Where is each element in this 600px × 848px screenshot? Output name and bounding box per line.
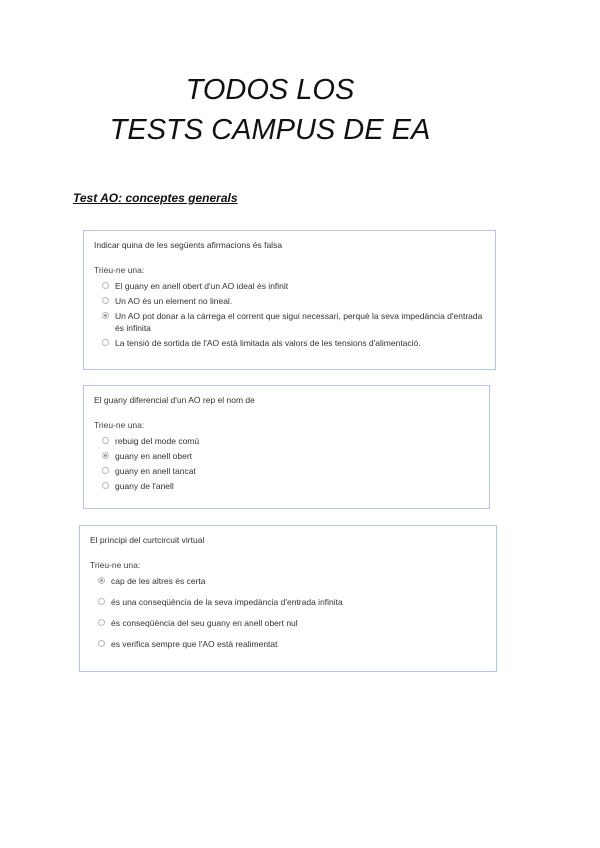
option-label: és una conseqüència de la seva impedància d'entrada infinita bbox=[111, 597, 343, 607]
question-text: Indicar quina de les següents afirmacions és falsa bbox=[94, 240, 283, 250]
option-label: rebuig del mode comú bbox=[115, 436, 200, 446]
radio-button[interactable] bbox=[102, 282, 109, 289]
option-label: El guany en anell obert d'un AO ideal és infinit bbox=[115, 281, 289, 291]
radio-button[interactable] bbox=[102, 437, 109, 444]
answer-option[interactable] bbox=[90, 638, 486, 650]
option-label: guany de l'anell bbox=[115, 481, 174, 491]
question-box-1 bbox=[83, 230, 496, 370]
question-text: El principi del curtcircuit virtual bbox=[90, 535, 205, 545]
question-text: El guany diferencial d'un AO rep el nom de bbox=[94, 395, 255, 405]
radio-button[interactable] bbox=[98, 640, 105, 647]
choose-prompt: Trieu-ne una: bbox=[94, 420, 145, 430]
answer-option[interactable] bbox=[94, 337, 485, 349]
answer-option[interactable] bbox=[94, 465, 479, 477]
radio-button-selected[interactable] bbox=[98, 577, 105, 584]
option-label: guany en anell obert bbox=[115, 451, 193, 461]
answer-option[interactable] bbox=[94, 310, 485, 334]
answer-option[interactable] bbox=[94, 295, 485, 307]
radio-button[interactable] bbox=[98, 619, 105, 626]
question-box-3 bbox=[79, 525, 497, 672]
radio-button[interactable] bbox=[102, 482, 109, 489]
option-label: cap de les altres és certa bbox=[111, 576, 206, 586]
radio-button[interactable] bbox=[102, 339, 109, 346]
section-heading: Test AO: conceptes generals bbox=[73, 191, 238, 205]
answer-option[interactable] bbox=[94, 450, 479, 462]
answer-option[interactable] bbox=[90, 596, 486, 608]
radio-button[interactable] bbox=[102, 297, 109, 304]
title-line-1: TODOS LOS bbox=[185, 74, 355, 106]
document-title bbox=[0, 70, 540, 150]
title-line-2: TESTS CAMPUS DE EA bbox=[109, 114, 431, 146]
answer-option[interactable] bbox=[94, 280, 485, 292]
question-box-2 bbox=[83, 385, 490, 509]
radio-button[interactable] bbox=[102, 467, 109, 474]
answer-option[interactable] bbox=[94, 480, 479, 492]
option-label: guany en anell tancat bbox=[115, 466, 196, 476]
option-label: es verifica sempre que l'AO està realimentat bbox=[111, 639, 278, 649]
radio-button[interactable] bbox=[98, 598, 105, 605]
choose-prompt: Trieu-ne una: bbox=[94, 265, 145, 275]
answer-option[interactable] bbox=[90, 575, 486, 587]
option-label: Un AO és un element no lineal. bbox=[115, 296, 233, 306]
answer-option[interactable] bbox=[94, 435, 479, 447]
choose-prompt: Trieu-ne una: bbox=[90, 560, 141, 570]
option-label: La tensió de sortida de l'AO està limitada als valors de les tensions d'alimentació. bbox=[115, 338, 421, 348]
option-label: és conseqüència del seu guany en anell obert nul bbox=[111, 618, 298, 628]
radio-button-selected[interactable] bbox=[102, 452, 109, 459]
answer-option[interactable] bbox=[90, 617, 486, 629]
option-label: Un AO pot donar a la càrrega el corrent que sigui necessari, perquè la seva impedància d'entrada és infinita bbox=[115, 311, 483, 333]
radio-button-selected[interactable] bbox=[102, 312, 109, 319]
